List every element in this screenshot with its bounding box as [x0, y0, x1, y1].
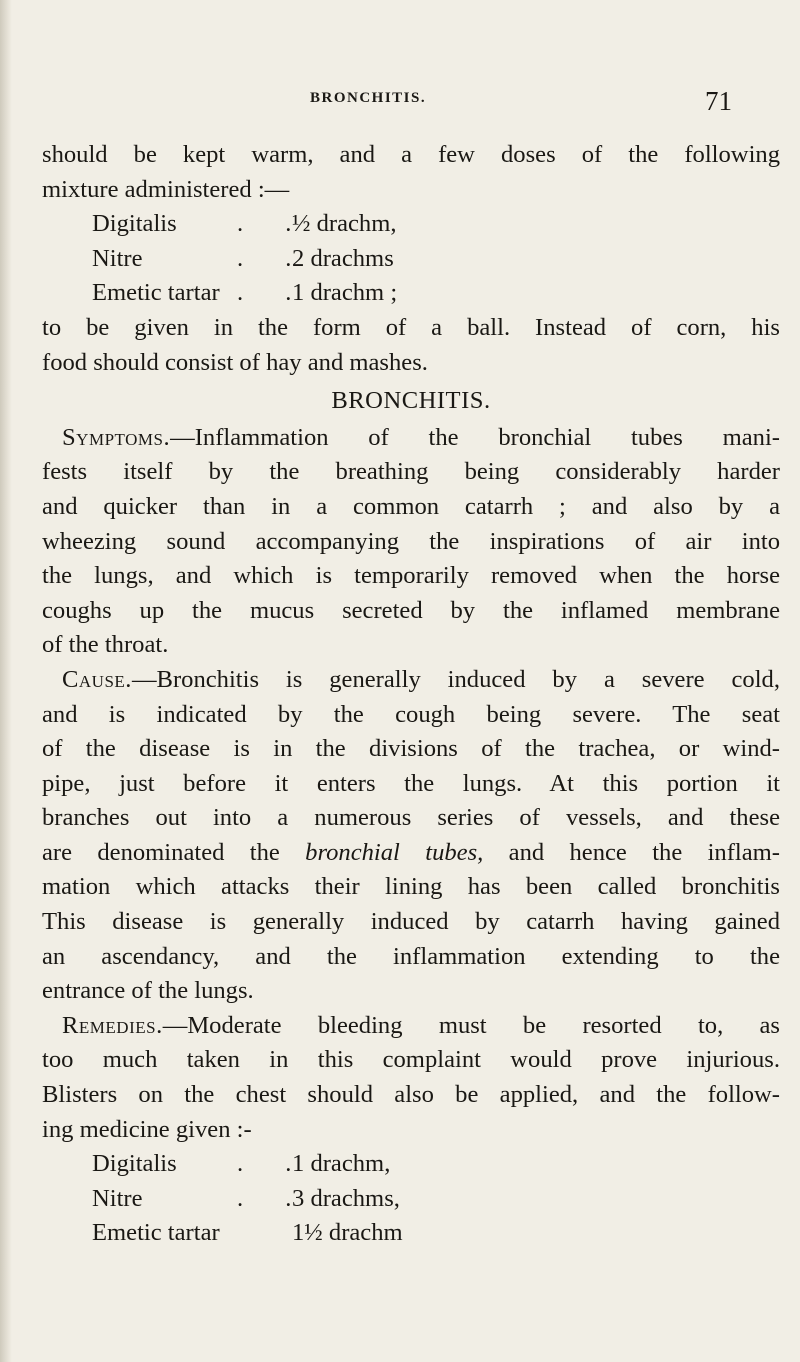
- ingredient-quantity: 1 drachm ;: [292, 279, 398, 307]
- text-line: mation which attacks their lining has been called bronchitis: [42, 873, 780, 901]
- text-run: —Inflammation of the bronchial tubes mani-: [170, 423, 780, 451]
- ingredient-quantity: 3 drachms,: [292, 1184, 400, 1212]
- ingredient-name: Emetic tartar: [92, 279, 220, 307]
- recipe-list-1: [42, 207, 780, 311]
- italic-term: bronchial tubes,: [305, 838, 484, 866]
- text-line: pipe, just before it enters the lungs. At this portion it: [42, 769, 780, 797]
- leader-dots: . .: [237, 279, 310, 307]
- recipe-row: [42, 276, 780, 311]
- recipe-row: [42, 1182, 780, 1217]
- leader-dots: . .: [237, 244, 310, 272]
- text-line: [42, 663, 780, 698]
- leader-dots: . .: [237, 1184, 310, 1212]
- text-run: —Moderate bleeding must be resorted to, as: [162, 1011, 780, 1039]
- ingredient-name: Emetic tartar: [92, 1219, 220, 1247]
- text-line: an ascendancy, and the inflammation extending to the: [42, 942, 780, 970]
- page-body: [42, 138, 780, 1251]
- text-line: and is indicated by the cough being severe. The seat: [42, 700, 780, 728]
- ingredient-name: Nitre: [92, 244, 143, 272]
- text-line: [42, 1009, 780, 1044]
- section-heading: BRONCHITIS.: [331, 387, 491, 415]
- text-line: [42, 421, 780, 456]
- ingredient-quantity: ½ drachm,: [292, 210, 397, 238]
- ingredient-name: Digitalis: [92, 210, 177, 238]
- text-line: fests itself by the breathing being considerably harder: [42, 458, 780, 486]
- paragraph-label-remedies: Remedies.: [62, 1011, 163, 1039]
- text-line: of the disease is in the divisions of the trachea, or wind-: [42, 735, 780, 763]
- running-head: BRONCHITIS.: [310, 90, 427, 106]
- text-line: and quicker than in a common catarrh ; and also by a: [42, 492, 780, 520]
- text-run: are denominated the: [42, 838, 306, 866]
- recipe-row: [42, 242, 780, 277]
- ingredient-quantity: 1 drachm,: [292, 1150, 391, 1178]
- text-line: to be given in the form of a ball. Instead of corn, his: [42, 313, 780, 341]
- page-number: 71: [705, 86, 732, 116]
- text-line: wheezing sound accompanying the inspirations of air into: [42, 527, 780, 555]
- ingredient-name: Nitre: [92, 1184, 143, 1212]
- page-binding-edge: [0, 0, 12, 1362]
- ingredient-name: Digitalis: [92, 1150, 177, 1178]
- leader-dots: . .: [237, 1150, 310, 1178]
- text-line: coughs up the mucus secreted by the inflamed membrane: [42, 596, 780, 624]
- text-line: food should consist of hay and mashes.: [42, 348, 428, 376]
- text-line: Blisters on the chest should also be applied, and the follow-: [42, 1081, 780, 1109]
- text-line: too much taken in this complaint would prove injurious.: [42, 1046, 780, 1074]
- text-line: This disease is generally induced by catarrh having gained: [42, 908, 780, 936]
- text-line: mixture administered :—: [42, 175, 290, 203]
- text-line: ing medicine given :-: [42, 1115, 252, 1143]
- paragraph-label-cause: Cause.: [62, 665, 132, 693]
- recipe-list-2: [42, 1147, 780, 1251]
- text-line: should be kept warm, and a few doses of the following: [42, 141, 780, 168]
- ingredient-quantity: 1½ drachm: [292, 1219, 403, 1247]
- text-line: entrance of the lungs.: [42, 977, 254, 1005]
- text-run: and hence the inflam-: [483, 838, 780, 866]
- recipe-row: [42, 1147, 780, 1182]
- recipe-row: [42, 207, 780, 242]
- paragraph-label-symptoms: Symptoms.: [62, 423, 171, 451]
- text-line: branches out into a numerous series of vessels, and these: [42, 804, 780, 832]
- page-header: [0, 86, 800, 126]
- text-line: [42, 836, 780, 871]
- text-line: the lungs, and which is temporarily removed when the horse: [42, 562, 780, 590]
- leader-dots: . .: [237, 210, 310, 238]
- ingredient-quantity: 2 drachms: [292, 244, 394, 272]
- recipe-row: [42, 1216, 780, 1251]
- text-run: —Bronchitis is generally induced by a severe cold,: [131, 665, 780, 693]
- text-line: of the throat.: [42, 631, 169, 659]
